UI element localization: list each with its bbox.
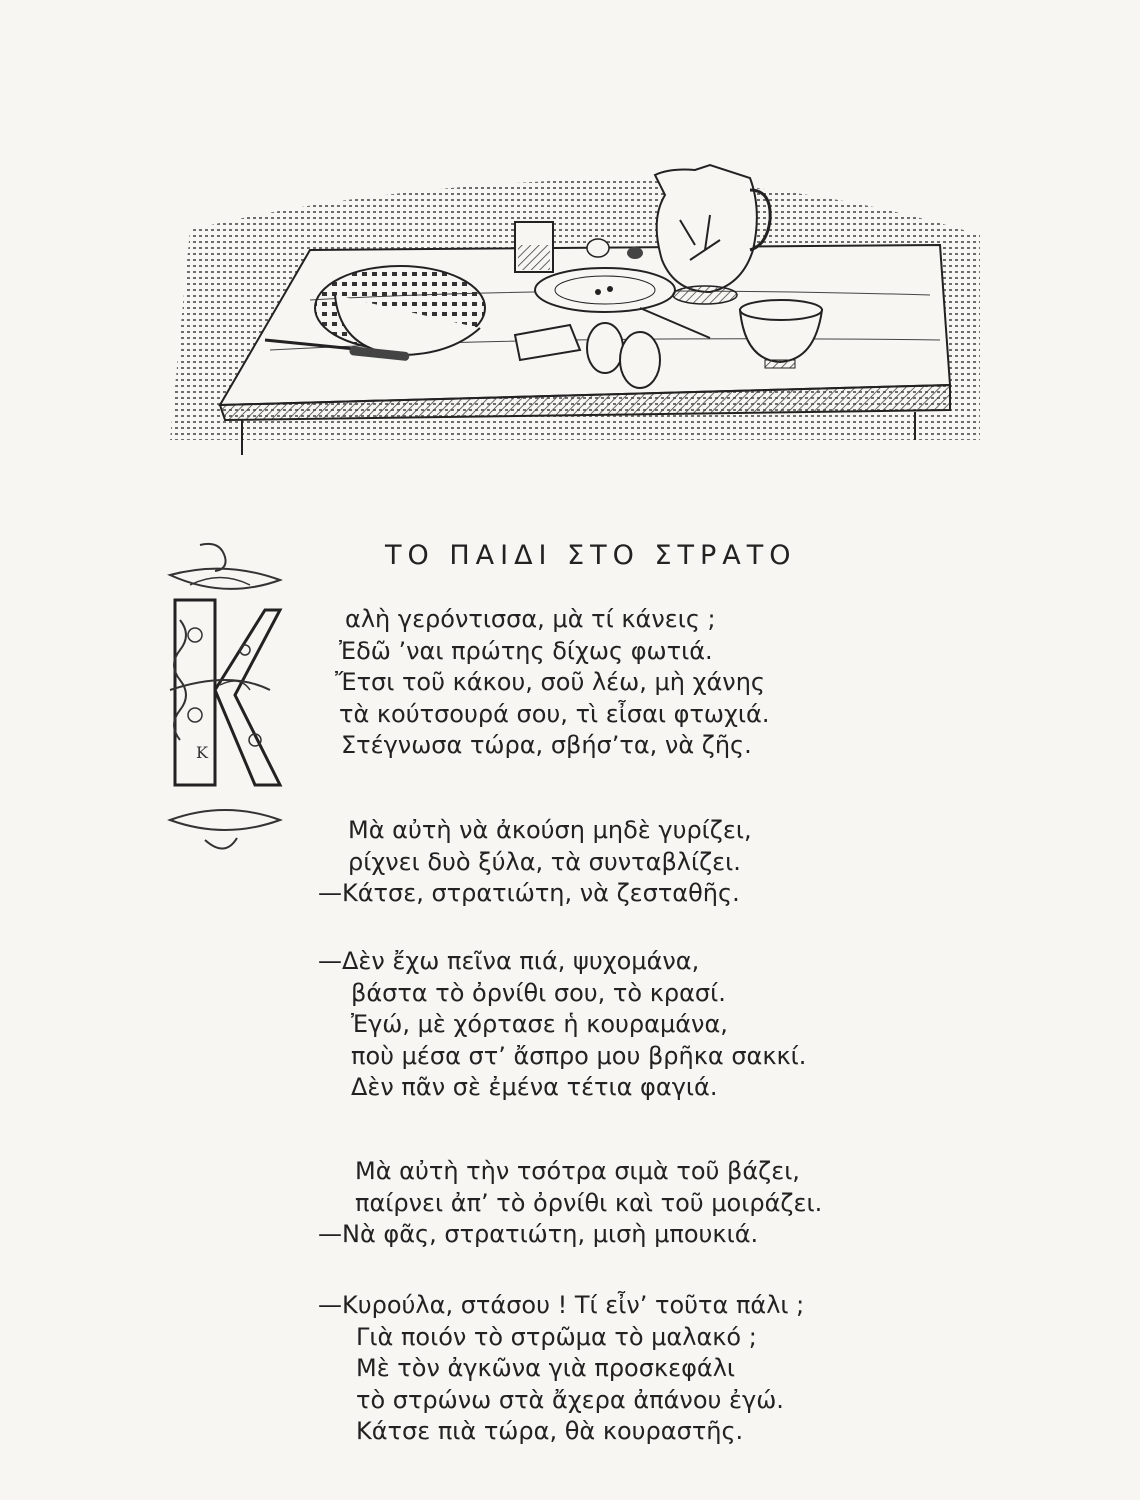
decorative-initial-letter — [160, 540, 290, 860]
stanza-2 — [318, 815, 752, 910]
stanza-1 — [335, 604, 770, 762]
poem-line: ρίχνει δυὸ ξύλα, τὰ συνταβλίζει. — [348, 847, 741, 876]
stanza-3 — [318, 946, 806, 1104]
poem-line: Κάτσε πιὰ τώρα, θὰ κουραστῆς. — [356, 1417, 744, 1445]
poem-line: Μὰ αὐτὴ νὰ ἀκούση μηδὲ γυρίζει, — [348, 816, 752, 844]
poem-line: τὰ κούτσουρά σου, τὶ εἶσαι φτωχιά. — [339, 699, 770, 728]
poem-line: παίρνει ἀπ’ τὸ ὀρνίθι καὶ τοῦ μοιράζει. — [355, 1188, 823, 1217]
poem-line: —Νὰ φᾶς, στρατιώτη, μισὴ μπουκιά. — [318, 1220, 759, 1248]
poem-line: βάστα τὸ ὀρνίθι σου, τὸ κρασί. — [351, 978, 726, 1007]
poem-line: —Κυρούλα, στάσου ! Τί εἶν’ τοῦτα πάλι ; — [318, 1291, 805, 1319]
initial-letter-glyph: Κ — [196, 743, 208, 762]
poem-line: —Κάτσε, στρατιώτη, νὰ ζεσταθῆς. — [318, 879, 740, 907]
poem-line: αλὴ γερόντισσα, μὰ τί κάνεις ; — [345, 605, 716, 633]
poem-title: ΤΟ ΠΑΙΔΙ ΣΤΟ ΣΤΡΑΤΟ — [385, 540, 797, 571]
poem-line: Μὲ τὸν ἀγκῶνα γιὰ προσκεφάλι — [356, 1354, 736, 1382]
poem-line: Ἐγώ, μὲ χόρτασε ἡ κουραμάνα, — [351, 1010, 728, 1038]
poem-line: —Δὲν ἔχω πεῖνα πιά, ψυχομάνα, — [318, 947, 700, 975]
poem-line: Ἐδῶ ’ναι πρώτης δίχως φωτιά. — [339, 636, 713, 665]
poem-line: τὸ στρώνω στὰ ἄχερα ἀπάνου ἐγώ. — [356, 1385, 784, 1414]
stanza-5 — [318, 1290, 804, 1448]
poem-line: Γιὰ ποιόν τὸ στρῶμα τὸ μαλακό ; — [356, 1322, 757, 1351]
poem-line: Στέγνωσα τώρα, σβήσ’τα, νὰ ζῆς. — [341, 731, 752, 759]
poem-line: ποὺ μέσα στ’ ἄσπρο μου βρῆκα σακκί. — [351, 1041, 807, 1070]
table-still-life-illustration — [150, 150, 990, 470]
poem-line: Μὰ αὐτὴ τὴν τσότρα σιμὰ τοῦ βάζει, — [355, 1157, 800, 1185]
stanza-4 — [318, 1156, 822, 1251]
poem-line: Δὲν πᾶν σὲ ἐμένα τέτια φαγιά. — [351, 1073, 718, 1101]
poem-line: Ἔτσι τοῦ κάκου, σοῦ λέω, μὴ χάνης — [335, 668, 765, 696]
